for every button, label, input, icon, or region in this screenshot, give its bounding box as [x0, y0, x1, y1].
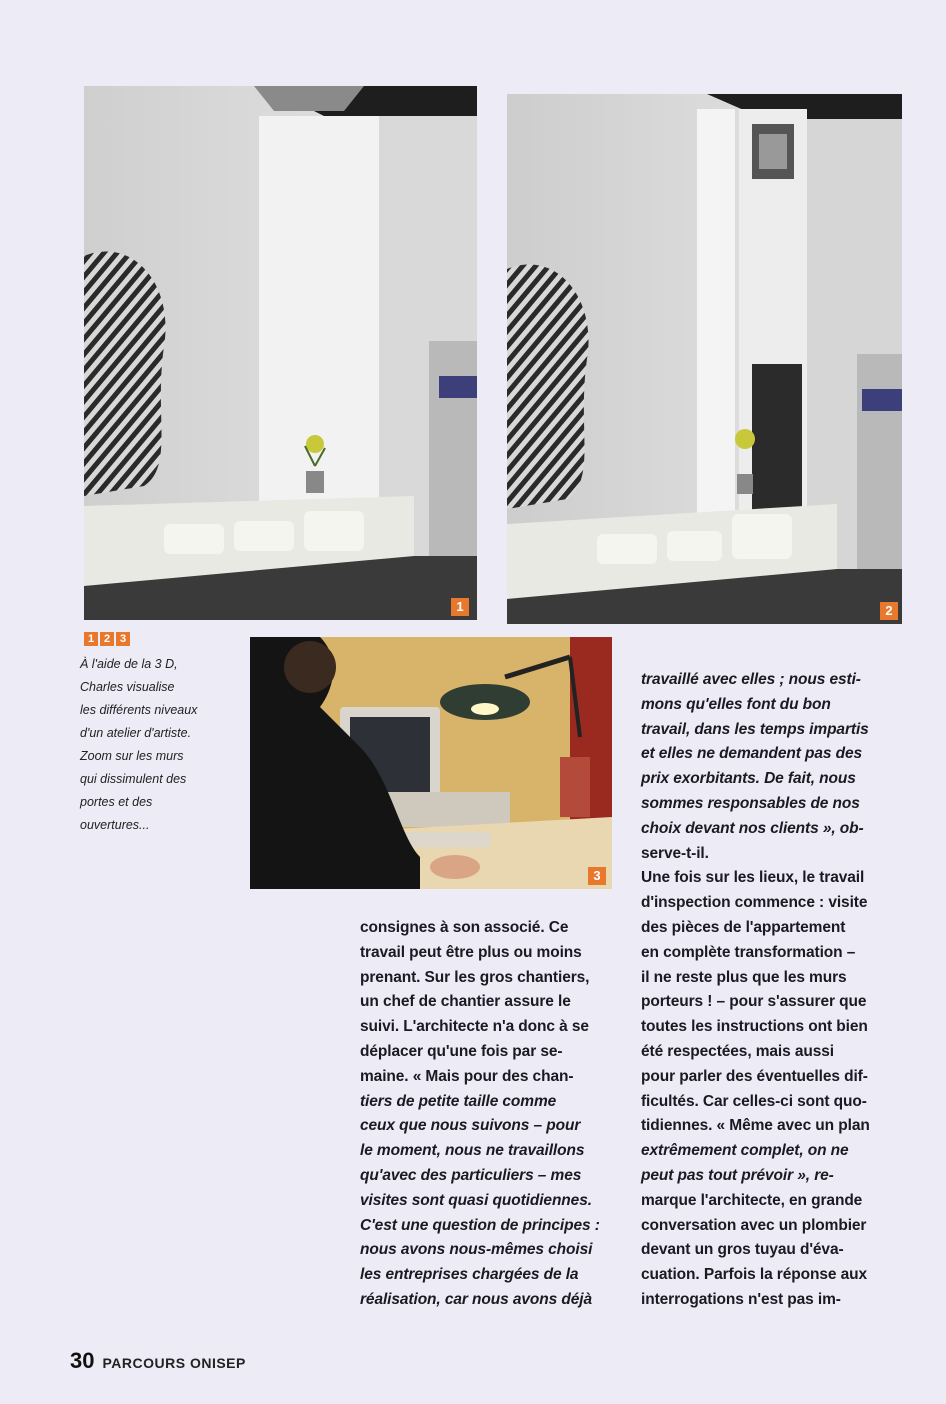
text-line: déplacer qu'une fois par se-	[360, 1042, 563, 1060]
caption-badge: 1	[84, 632, 98, 646]
caption-number-badges	[84, 632, 130, 646]
photo-architect-at-desk	[250, 637, 612, 889]
text-line: visites sont quasi quotidiennes.	[360, 1191, 592, 1209]
photo-number-badge: 2	[880, 602, 898, 620]
text-line: sommes responsables de nos	[641, 794, 860, 812]
text-line: toutes les instructions ont bien	[641, 1018, 868, 1036]
text-line: cuation. Parfois la réponse aux	[641, 1266, 868, 1284]
caption-line: Charles visualise	[80, 680, 175, 694]
text-line: tidiennes. « Même avec un plan	[641, 1117, 870, 1135]
text-line: conversation avec un plombier	[641, 1216, 867, 1234]
text-line: d'inspection commence : visite	[641, 894, 868, 912]
caption-line: ouvertures...	[80, 818, 150, 832]
text-line: Une fois sur les lieux, le travail	[641, 869, 865, 887]
text-line: porteurs ! – pour s'assurer que	[641, 993, 867, 1011]
text-line: prix exorbitants. De fait, nous	[641, 770, 856, 788]
text-line: ficultés. Car celles-ci sont quo-	[641, 1092, 867, 1110]
desk-photo-image	[250, 637, 612, 889]
photo-3d-render-1	[84, 86, 477, 620]
text-line: tiers de petite taille comme	[360, 1092, 557, 1110]
render-1-image	[84, 86, 477, 620]
page-footer	[70, 1348, 246, 1374]
magazine-name: PARCOURS ONISEP	[102, 1355, 246, 1371]
text-line: devant un gros tuyau d'éva-	[641, 1241, 844, 1259]
text-line: réalisation, car nous avons déjà	[360, 1290, 592, 1308]
text-line: pour parler des éventuelles dif-	[641, 1067, 868, 1085]
render-2-image	[507, 94, 902, 624]
text-line: travaillé avec elles ; nous esti-	[641, 671, 861, 688]
article-column-middle	[360, 916, 600, 1313]
caption-badge: 2	[100, 632, 114, 646]
text-line: suivi. L'architecte n'a donc à se	[360, 1018, 589, 1036]
text-line: des pièces de l'appartement	[641, 918, 846, 936]
text-line: extrêmement complet, on ne	[641, 1142, 849, 1160]
text-line: les entreprises chargées de la	[360, 1266, 579, 1284]
caption-line: les différents niveaux	[80, 703, 198, 717]
text-line: travail, dans les temps impartis	[641, 720, 869, 738]
text-line: il ne reste plus que les murs	[641, 968, 847, 986]
text-line: consignes à son associé. Ce	[360, 919, 569, 936]
text-line: maine. « Mais pour des chan-	[360, 1067, 574, 1085]
text-line: le moment, nous ne travaillons	[360, 1142, 585, 1160]
text-line: en complète transformation –	[641, 943, 856, 961]
text-line: travail peut être plus ou moins	[360, 943, 582, 961]
text-line: marque l'architecte, en grande	[641, 1191, 863, 1209]
caption-line: d'un atelier d'artiste.	[80, 726, 192, 740]
photo-caption	[80, 653, 240, 837]
text-line: et elles ne demandent pas des	[641, 745, 863, 763]
article-column-right	[641, 668, 870, 1313]
text-line: serve-t-il.	[641, 844, 709, 862]
photo-number-badge: 3	[588, 867, 606, 885]
text-line: été respectées, mais aussi	[641, 1042, 834, 1060]
page-number: 30	[70, 1348, 95, 1373]
photo-3d-render-2	[507, 94, 902, 624]
text-line: nous avons nous-mêmes choisi	[360, 1241, 593, 1259]
caption-line: Zoom sur les murs	[80, 749, 184, 763]
text-line: choix devant nos clients », ob-	[641, 819, 864, 837]
text-line: prenant. Sur les gros chantiers,	[360, 968, 590, 986]
text-line: C'est une question de principes :	[360, 1216, 600, 1234]
photo-number-badge: 1	[451, 598, 469, 616]
text-line: peut pas tout prévoir », re-	[641, 1166, 834, 1184]
text-line: interrogations n'est pas im-	[641, 1290, 841, 1308]
caption-line: portes et des	[80, 795, 153, 809]
caption-badge: 3	[116, 632, 130, 646]
text-line: qu'avec des particuliers – mes	[360, 1166, 582, 1184]
text-line: un chef de chantier assure le	[360, 993, 571, 1011]
caption-line: À l'aide de la 3 D,	[80, 657, 178, 671]
text-line: mons qu'elles font du bon	[641, 695, 831, 713]
text-line: ceux que nous suivons – pour	[360, 1117, 581, 1135]
caption-line: qui dissimulent des	[80, 772, 187, 786]
